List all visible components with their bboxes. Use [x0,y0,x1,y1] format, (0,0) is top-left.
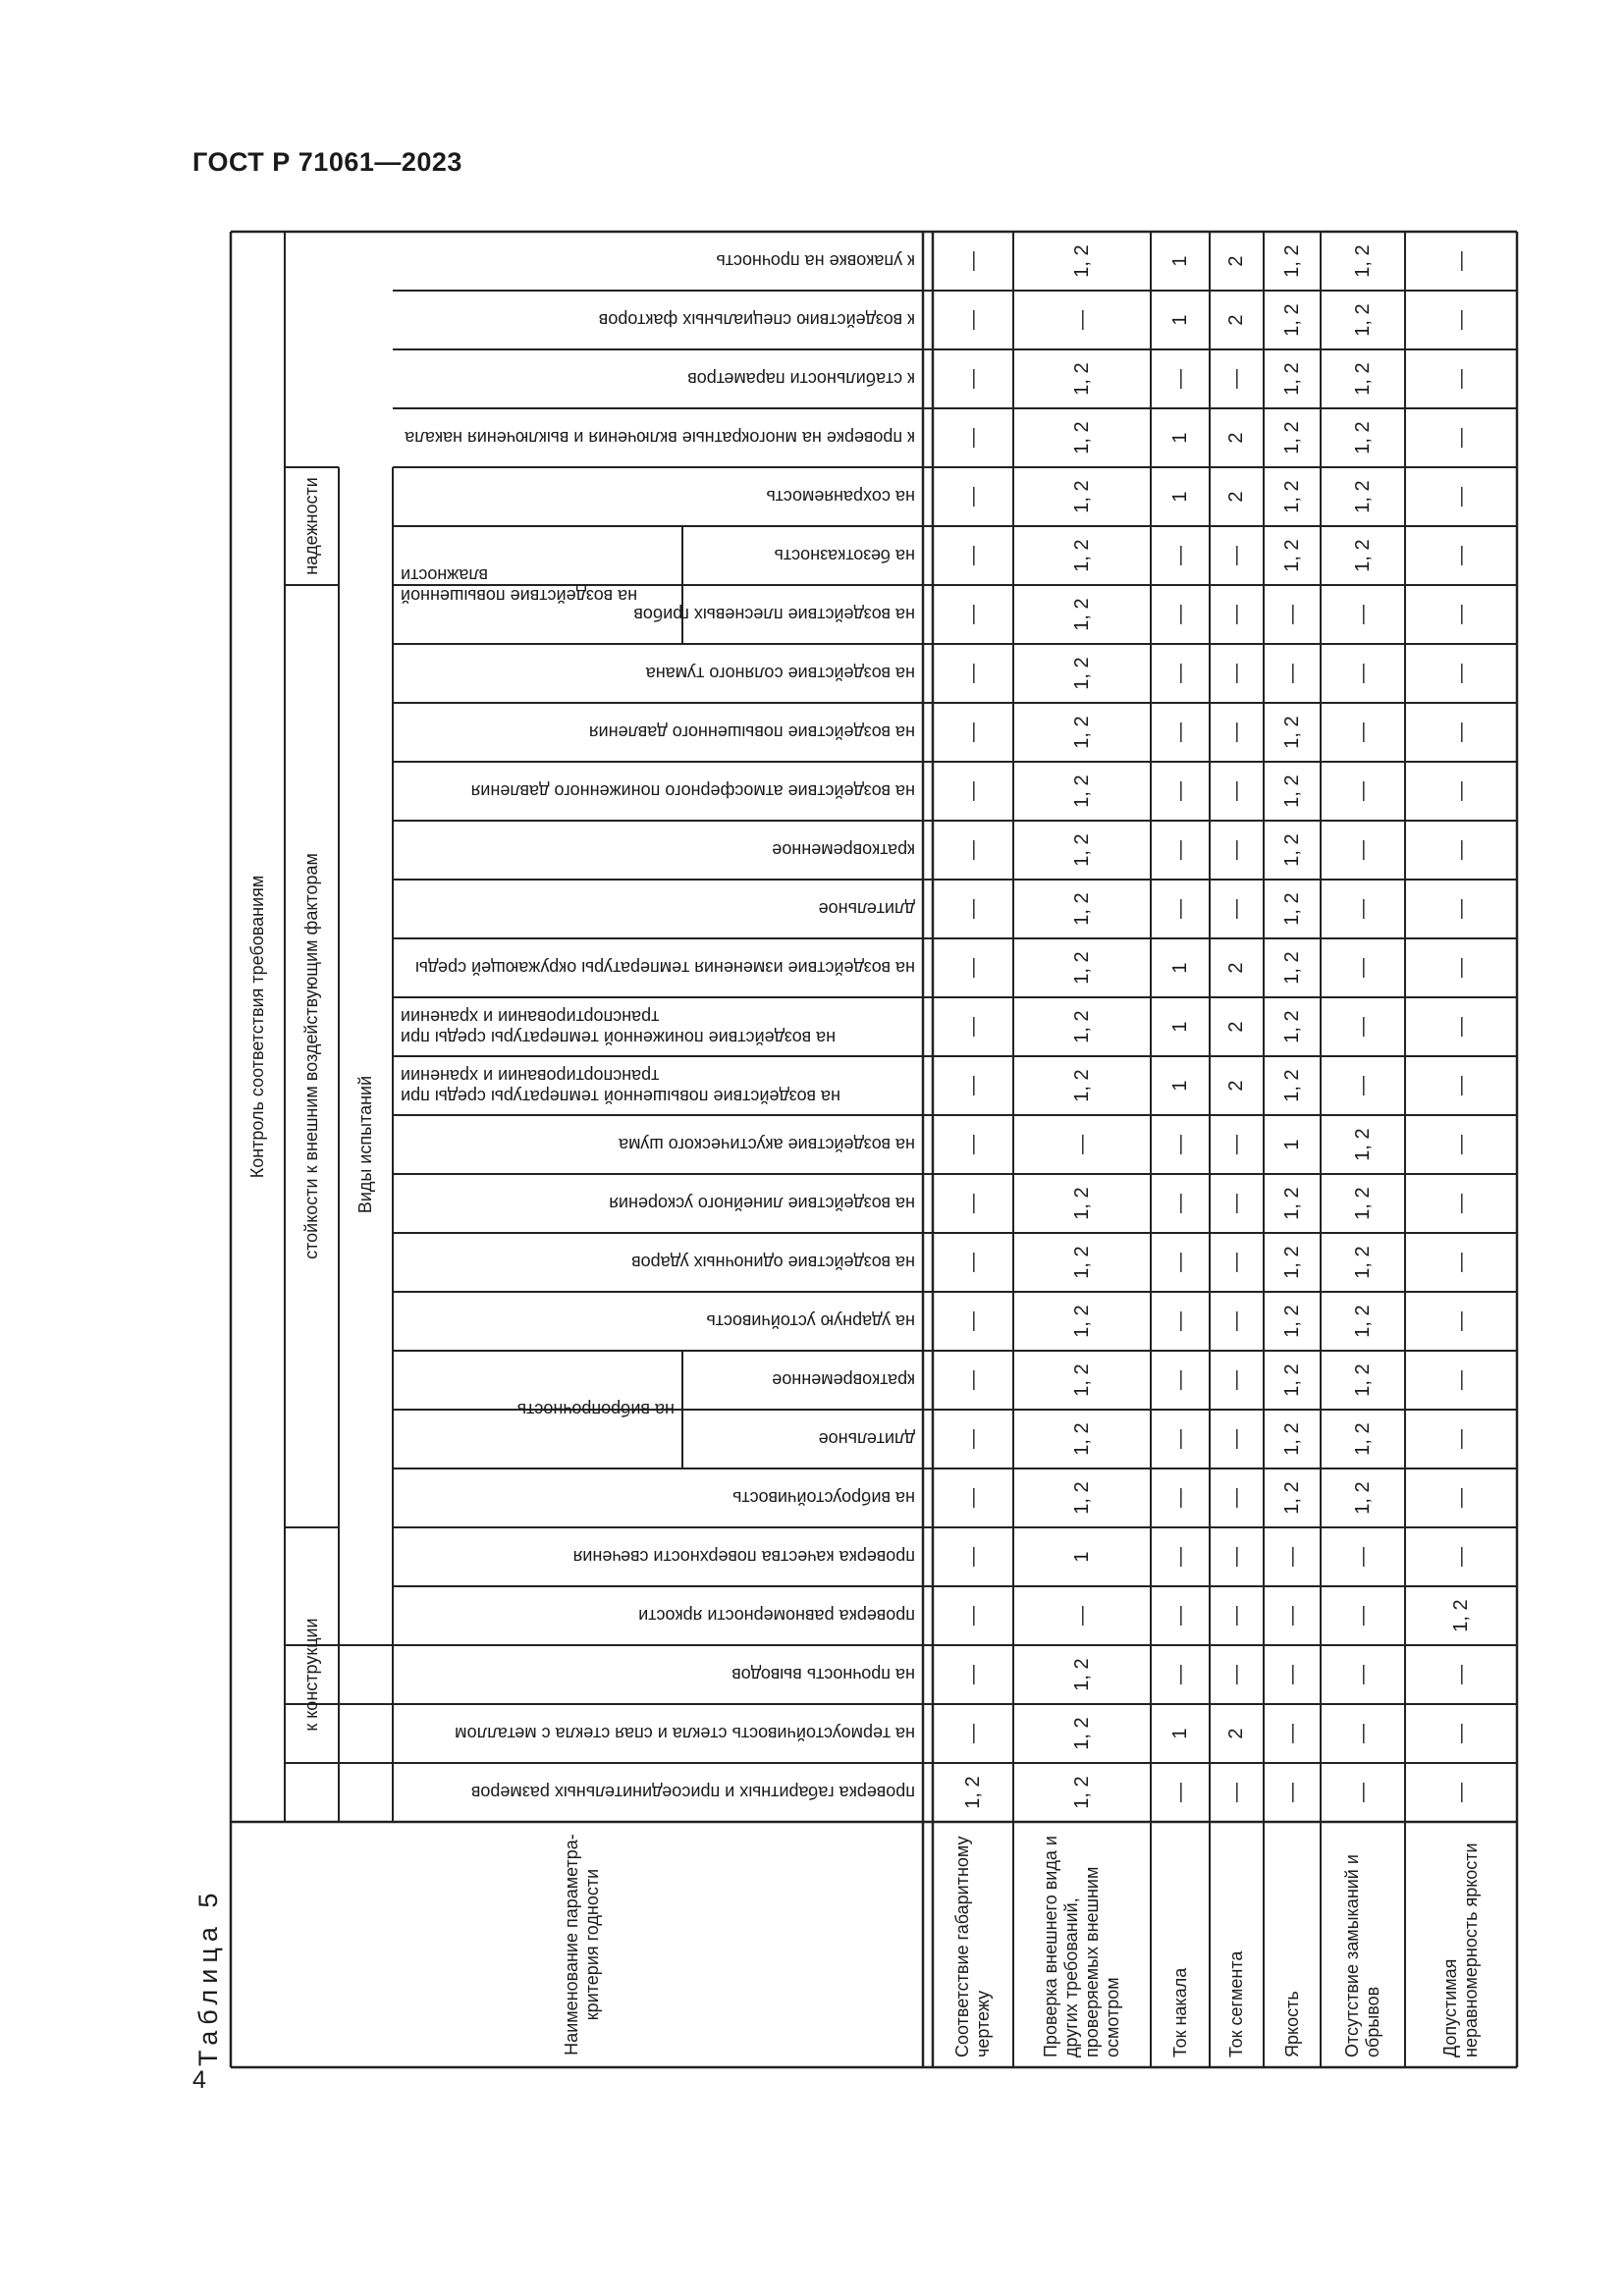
cell-r6-c22: 1, 2 [1351,539,1374,572]
col-label-4: проверка равномерности яркости [638,1606,915,1627]
cell-r2-c20: 1, 2 [1070,657,1093,690]
cell-r5-c14: 1, 2 [1280,1010,1303,1043]
row-name-7: Допустимая неравномерность яркости [1440,1842,1481,2057]
cell-r5-c7: 1, 2 [1280,1422,1303,1456]
cell-r4-c1: — [1225,1783,1247,1802]
cell-r4-c17: — [1225,840,1247,860]
cell-r5-c25: 1, 2 [1280,362,1303,396]
cell-r3-c14: 1 [1168,1021,1191,1033]
cell-r7-c23: — [1449,487,1472,507]
cell-r4-c21: — [1225,605,1247,624]
cell-r2-c7: 1, 2 [1070,1422,1093,1456]
cell-r1-c19: — [961,722,984,742]
cell-r7-c17: — [1449,840,1472,860]
cell-r7-c24: — [1449,428,1472,448]
col-label-25: к стабильности параметров [687,369,915,390]
cell-r5-c1: — [1280,1783,1303,1802]
cell-r2-c16: 1, 2 [1070,892,1093,926]
cell-r6-c15: — [1351,958,1374,978]
cell-r1-c3: — [961,1665,984,1684]
cell-r1-c25: — [961,369,984,389]
cell-r4-c23: 2 [1225,491,1247,503]
cell-r3-c16: — [1168,899,1191,919]
col-label-15: на воздействие изменения температуры окружающей среды [414,958,915,979]
cell-r5-c3: — [1280,1665,1303,1684]
cell-r5-c17: 1, 2 [1280,833,1303,867]
cell-r6-c2: — [1351,1724,1374,1743]
cell-r3-c4: — [1168,1606,1191,1626]
cell-r4-c25: — [1225,369,1247,389]
cell-r1-c20: — [961,664,984,683]
col-label-17: кратковременное [772,840,915,861]
row-name-4: Ток сегмента [1226,1950,1246,2057]
cell-r5-c2: — [1280,1724,1303,1743]
col-label-3: на прочность выводов [731,1665,915,1685]
cell-r4-c26: 2 [1225,314,1247,326]
cell-r7-c6: — [1449,1488,1472,1508]
cell-r4-c12: — [1225,1135,1247,1154]
cell-r5-c21: — [1280,605,1303,624]
vibro-group-label: на вибропрочность [516,1400,675,1420]
cell-r7-c9: — [1449,1311,1472,1331]
cell-r5-c20: — [1280,664,1303,683]
cell-r6-c19: — [1351,722,1374,742]
cell-r1-c4: — [961,1606,984,1626]
cell-r4-c8: — [1225,1370,1247,1390]
cell-r5-c9: 1, 2 [1280,1305,1303,1338]
col-label-1: проверка габаритных и присоединительных размеров [470,1783,915,1803]
cell-r4-c5: — [1225,1547,1247,1567]
cell-r5-c12: 1 [1280,1139,1303,1150]
col-label-27: к упаковке на прочность [716,251,915,272]
cell-r5-c13: 1, 2 [1280,1069,1303,1102]
cell-r5-c8: 1, 2 [1280,1363,1303,1397]
cell-r2-c6: 1, 2 [1070,1481,1093,1515]
cell-r2-c22: 1, 2 [1070,539,1093,572]
cell-r2-c18: 1, 2 [1070,774,1093,808]
cell-r3-c20: — [1168,664,1191,683]
cell-r3-c6: — [1168,1488,1191,1508]
col-label-23: на сохраняемость [766,487,915,507]
cell-r6-c3: — [1351,1665,1374,1684]
cell-r7-c21: — [1449,605,1472,624]
cell-r1-c26: — [961,310,984,330]
cell-r7-c27: — [1449,251,1472,271]
cell-r1-c18: — [961,781,984,801]
cell-r3-c1: — [1168,1783,1191,1802]
tests-table [231,232,1517,2067]
cell-r4-c24: 2 [1225,432,1247,444]
cell-r3-c13: 1 [1168,1080,1191,1092]
cell-r7-c5: — [1449,1547,1472,1567]
cell-r2-c15: 1, 2 [1070,951,1093,985]
cell-r2-c13: 1, 2 [1070,1069,1093,1102]
cell-r2-c1: 1, 2 [1070,1776,1093,1809]
cell-r4-c9: — [1225,1311,1247,1331]
cell-r1-c10: — [961,1253,984,1272]
cell-r3-c3: — [1168,1665,1191,1684]
cell-r1-c24: — [961,428,984,448]
cell-r7-c20: — [1449,664,1472,683]
cell-r7-c2: — [1449,1724,1472,1743]
cell-r4-c16: — [1225,899,1247,919]
cell-r1-c21: — [961,605,984,624]
cell-r1-c13: — [961,1076,984,1095]
param-header: Наименование параметра-критерия годности [561,1834,602,2056]
col-label-10: на воздействие одиночных ударов [631,1253,915,1273]
cell-r5-c5: — [1280,1547,1303,1567]
cell-r5-c11: 1, 2 [1280,1187,1303,1220]
cell-r7-c22: — [1449,546,1472,565]
cell-r3-c8: — [1168,1370,1191,1390]
cell-r3-c2: 1 [1168,1728,1191,1739]
cell-r6-c24: 1, 2 [1351,421,1374,454]
cell-r6-c11: 1, 2 [1351,1187,1374,1220]
subgroup-construction: к конструкции [301,1618,321,1732]
document-number: ГОСТ Р 71061—2023 [192,147,462,177]
col-label-26: к воздействию специальных факторов [598,310,915,331]
cell-r4-c18: — [1225,781,1247,801]
cell-r7-c16: — [1449,899,1472,919]
cell-r5-c22: 1, 2 [1280,539,1303,572]
col-label-18: на воздействие атмосферного пониженного давления [470,781,915,802]
col-label-7: длительное [818,1429,915,1450]
cell-r1-c12: — [961,1135,984,1154]
cell-r7-c14: — [1449,1017,1472,1037]
cell-r2-c25: 1, 2 [1070,362,1093,396]
cell-r2-c10: 1, 2 [1070,1246,1093,1279]
cell-r1-c22: — [961,546,984,565]
cell-r2-c4: — [1070,1606,1093,1626]
cell-r3-c27: 1 [1168,255,1191,267]
cell-r6-c6: 1, 2 [1351,1481,1374,1515]
cell-r5-c18: 1, 2 [1280,774,1303,808]
cell-r1-c27: — [961,251,984,271]
cell-r6-c8: 1, 2 [1351,1363,1374,1397]
cell-r1-c1: 1, 2 [961,1776,984,1809]
cell-r3-c18: — [1168,781,1191,801]
cell-r2-c2: 1, 2 [1070,1717,1093,1750]
row-name-3: Ток накала [1169,1967,1190,2057]
cell-r2-c9: 1, 2 [1070,1305,1093,1338]
cell-r5-c24: 1, 2 [1280,421,1303,454]
cell-r2-c8: 1, 2 [1070,1363,1093,1397]
cell-r7-c18: — [1449,781,1472,801]
cell-r6-c1: — [1351,1783,1374,1802]
cell-r1-c16: — [961,899,984,919]
cell-r2-c5: 1 [1070,1551,1093,1563]
cell-r7-c25: — [1449,369,1472,389]
cell-r6-c9: 1, 2 [1351,1305,1374,1338]
cell-r1-c5: — [961,1547,984,1567]
cell-r3-c12: — [1168,1135,1191,1154]
cell-r6-c13: — [1351,1076,1374,1095]
col-label-9: на ударную устойчивость [706,1311,915,1332]
cell-r6-c26: 1, 2 [1351,303,1374,337]
col-label-13: на воздействие повышенной температуры среды при транспортировании и хранении [401,1066,840,1106]
cell-r7-c1: — [1449,1783,1472,1802]
cell-r6-c5: — [1351,1547,1374,1567]
col-label-22: на безотказность [774,546,915,566]
cell-r6-c21: — [1351,605,1374,624]
cell-r4-c2: 2 [1225,1728,1247,1739]
cell-r5-c19: 1, 2 [1280,716,1303,749]
col-label-11: на воздействие линейного ускорения [609,1194,915,1214]
cell-r5-c26: 1, 2 [1280,303,1303,337]
cell-r4-c10: — [1225,1253,1247,1272]
cell-r5-c27: 1, 2 [1280,244,1303,278]
cell-r7-c12: — [1449,1135,1472,1154]
cell-r1-c8: — [961,1370,984,1390]
cell-r5-c6: 1, 2 [1280,1481,1303,1515]
cell-r2-c19: 1, 2 [1070,716,1093,749]
cell-r6-c27: 1, 2 [1351,244,1374,278]
col-label-5: проверка качества поверхности свечения [572,1547,915,1568]
cell-r6-c7: 1, 2 [1351,1422,1374,1456]
subgroup-reliability: надежности [301,477,321,575]
cell-r3-c9: — [1168,1311,1191,1331]
cell-r1-c11: — [961,1194,984,1213]
cell-r3-c10: — [1168,1253,1191,1272]
cell-r1-c9: — [961,1311,984,1331]
cell-r7-c3: — [1449,1665,1472,1684]
cell-r3-c11: — [1168,1194,1191,1213]
cell-r4-c13: 2 [1225,1080,1247,1092]
col-label-8: кратковременное [772,1370,915,1391]
cell-r3-c15: 1 [1168,962,1191,974]
cell-r3-c17: — [1168,840,1191,860]
cell-r3-c23: 1 [1168,491,1191,503]
cell-r3-c5: — [1168,1547,1191,1567]
cell-r3-c24: 1 [1168,432,1191,444]
cell-r4-c15: 2 [1225,962,1247,974]
group-title: Контроль соответствия требованиям [247,875,267,1179]
cell-r7-c13: — [1449,1076,1472,1095]
cell-r1-c7: — [961,1429,984,1449]
cell-r6-c4: — [1351,1606,1374,1626]
cell-r7-c8: — [1449,1370,1472,1390]
cell-r2-c23: 1, 2 [1070,480,1093,513]
cell-r7-c10: — [1449,1253,1472,1272]
subgroup-external-factors: стойкости к внешним воздействующим факторам [301,853,321,1259]
cell-r3-c7: — [1168,1429,1191,1449]
cell-r3-c19: — [1168,722,1191,742]
cell-r6-c17: — [1351,840,1374,860]
cell-r7-c19: — [1449,722,1472,742]
cell-r4-c19: — [1225,722,1247,742]
cell-r1-c2: — [961,1724,984,1743]
col-label-20: на воздействие соляного тумана [645,664,915,684]
row-name-6: Отсутствие замыканий и обрывов [1342,1854,1382,2057]
cell-r6-c12: 1, 2 [1351,1128,1374,1161]
row-name-5: Яркость [1281,1991,1302,2057]
cell-r5-c4: — [1280,1606,1303,1626]
col-label-12: на воздействие акустического шума [619,1135,915,1155]
cell-r6-c23: 1, 2 [1351,480,1374,513]
col-label-16: длительное [818,899,915,920]
cell-r4-c22: — [1225,546,1247,565]
cell-r7-c7: — [1449,1429,1472,1449]
cell-r6-c25: 1, 2 [1351,362,1374,396]
cell-r2-c11: 1, 2 [1070,1187,1093,1220]
cell-r2-c26: — [1070,310,1093,330]
cell-r2-c17: 1, 2 [1070,833,1093,867]
cell-r7-c26: — [1449,310,1472,330]
cell-r4-c7: — [1225,1429,1247,1449]
cell-r2-c14: 1, 2 [1070,1010,1093,1043]
cell-r2-c27: 1, 2 [1070,244,1093,278]
cell-r4-c11: — [1225,1194,1247,1213]
cell-r7-c15: — [1449,958,1472,978]
cell-r3-c25: — [1168,369,1191,389]
test-types-label: Виды испытаний [355,1075,375,1214]
cell-r3-c26: 1 [1168,314,1191,326]
cell-r2-c3: 1, 2 [1070,1658,1093,1691]
cell-r1-c17: — [961,840,984,860]
cell-r1-c14: — [961,1017,984,1037]
cell-r6-c18: — [1351,781,1374,801]
humidity-group-label: на воздействие повышенной влажности [401,565,638,606]
cell-r4-c4: — [1225,1606,1247,1626]
cell-r7-c11: — [1449,1194,1472,1213]
cell-r5-c10: 1, 2 [1280,1246,1303,1279]
cell-r4-c27: 2 [1225,255,1247,267]
cell-r6-c14: — [1351,1017,1374,1037]
col-label-24: к проверке на многократные включения и выключения накала [405,428,915,449]
cell-r5-c15: 1, 2 [1280,951,1303,985]
cell-r1-c6: — [961,1488,984,1508]
cell-r3-c22: — [1168,546,1191,565]
col-label-21: на воздействие плесневых грибов [633,605,915,625]
cell-r2-c12: — [1070,1135,1093,1154]
cell-r2-c21: 1, 2 [1070,598,1093,631]
cell-r4-c3: — [1225,1665,1247,1684]
cell-r5-c23: 1, 2 [1280,480,1303,513]
cell-r4-c14: 2 [1225,1021,1247,1033]
col-label-2: на термоустойчивость стекла и спая стекла с металлом [455,1724,915,1744]
cell-r1-c15: — [961,958,984,978]
row-name-2: Проверка внешнего вида и других требований, проверяемых внешним осмотром [1041,1836,1122,2057]
cell-r6-c10: 1, 2 [1351,1246,1374,1279]
cell-r6-c16: — [1351,899,1374,919]
col-label-6: на виброустойчивость [731,1488,915,1509]
cell-r2-c24: 1, 2 [1070,421,1093,454]
cell-r5-c16: 1, 2 [1280,892,1303,926]
cell-r4-c20: — [1225,664,1247,683]
cell-r4-c6: — [1225,1488,1247,1508]
cell-r6-c20: — [1351,664,1374,683]
row-name-1: Соответствие габаритному чертежу [952,1836,993,2057]
cell-r7-c4: 1, 2 [1449,1599,1472,1632]
page-number: 4 [192,2066,206,2094]
table-caption: Таблица 5 [193,1887,223,2066]
col-label-19: на воздействие повышенного давления [588,722,915,743]
cell-r1-c23: — [961,487,984,507]
cell-r3-c21: — [1168,605,1191,624]
col-label-14: на воздействие пониженной температуры среды при транспортировании и хранении [401,1007,837,1047]
